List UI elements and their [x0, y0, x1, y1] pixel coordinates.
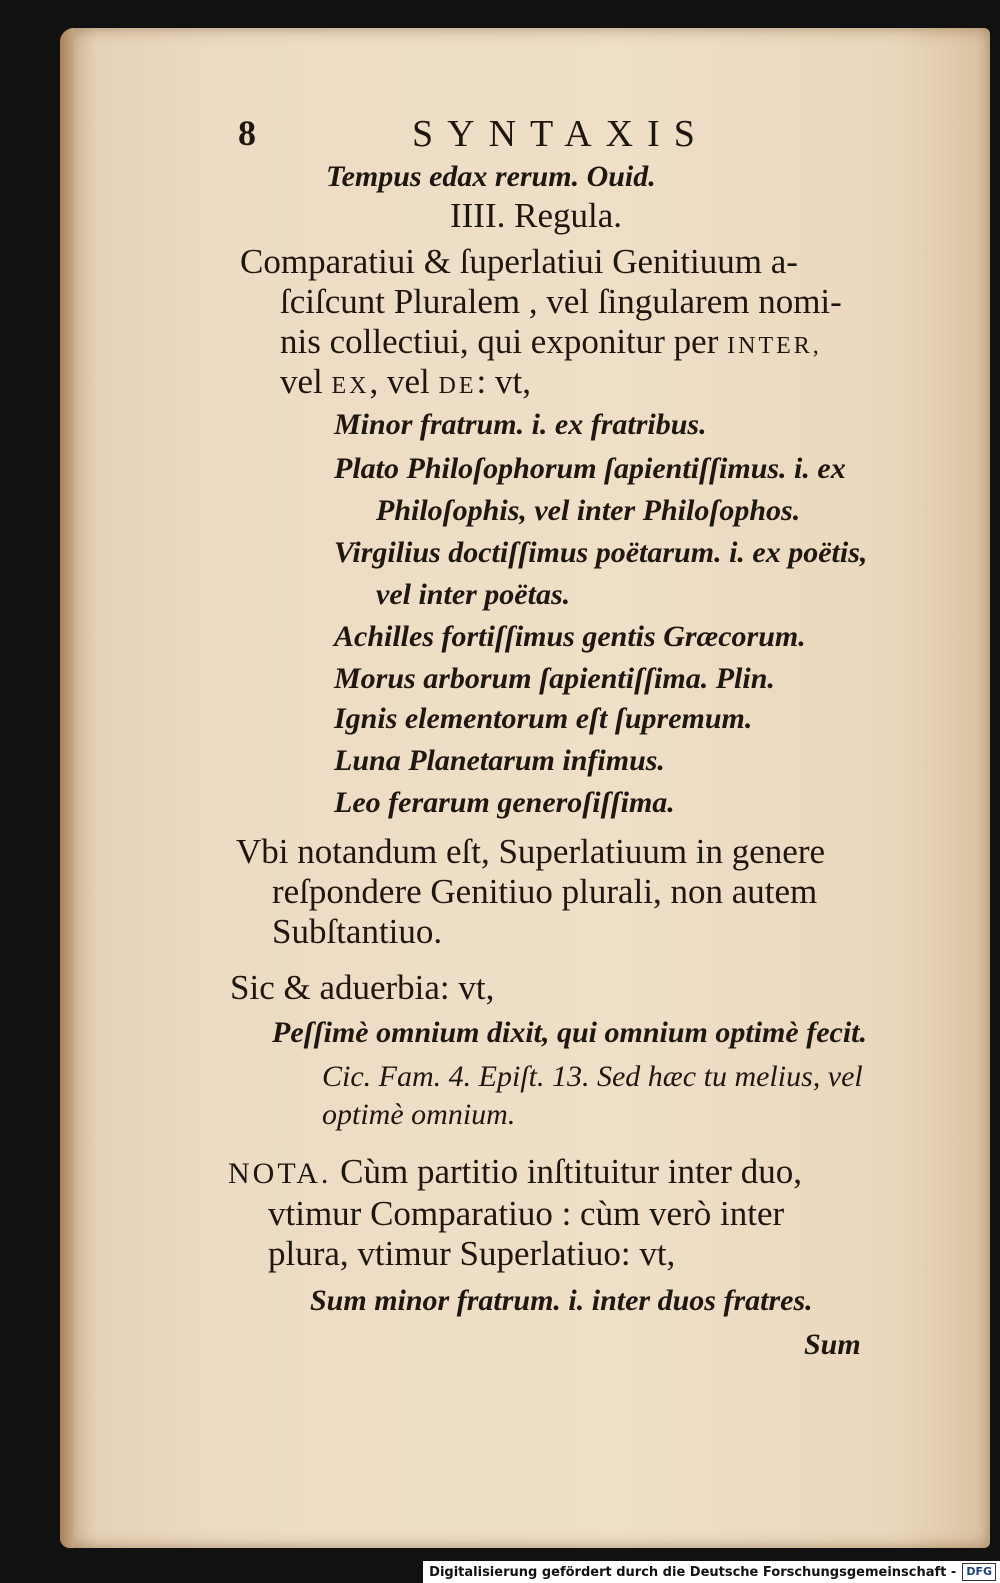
example-line: Luna Planetarum infimus.: [334, 744, 665, 777]
small-caps-word: DE: [438, 373, 477, 399]
nota-line: vtimur Comparatiuo : cùm verò inter: [268, 1194, 785, 1233]
citation-line: optimè omnium.: [322, 1098, 516, 1131]
rule-text-line: ſciſcunt Pluralem , vel ſingularem nomi-: [280, 282, 842, 321]
example-line: Plato Philoſophorum ſapientiſſimus. i. ex: [334, 452, 846, 485]
quote-line: Tempus edax rerum. Ouid.: [326, 160, 656, 193]
example-line: Peſſimè omnium dixit, qui omnium optimè fecit.: [272, 1016, 867, 1049]
nota-line: plura, vtimur Superlatiuo: vt,: [268, 1234, 676, 1273]
rule-heading: IIII. Regula.: [450, 196, 623, 235]
example-line: Morus arborum ſapientiſſima. Plin.: [334, 662, 775, 695]
example-line: Sum minor fratrum. i. inter duos fratres.: [310, 1284, 813, 1317]
small-caps-word: EX: [331, 373, 370, 399]
example-line: Minor fratrum. i. ex fratribus.: [334, 408, 707, 441]
example-line: Leo ferarum generoſiſſima.: [334, 786, 675, 819]
rule-text-line: nis collectiui, qui exponitur per INTER,: [280, 322, 822, 361]
nota-label: NOTA.: [228, 1157, 332, 1190]
adverb-line: Sic & aduerbia: vt,: [230, 968, 495, 1007]
example-line: vel inter poëtas.: [376, 578, 571, 611]
nota-line: NOTA. Cùm partitio inſtituitur inter duo,: [228, 1152, 802, 1191]
example-line: Ignis elementorum eſt ſupremum.: [334, 702, 753, 735]
note-text-line: reſpondere Genitiuo plurali, non autem: [272, 872, 818, 911]
dfg-logo-icon: DFG: [962, 1563, 996, 1581]
example-line: Virgilius doctiſſimus poëtarum. i. ex poëtis,: [334, 536, 868, 569]
note-text-line: Vbi notandum eſt, Superlatiuum in genere: [236, 832, 826, 871]
page-number: 8: [238, 113, 256, 153]
digitization-credit: [423, 1561, 1000, 1583]
rule-text-line: Comparatiui & ſuperlatiui Genitiuum a-: [240, 242, 798, 281]
citation-line: Cic. Fam. 4. Epiſt. 13. Sed hæc tu melius, vel: [322, 1060, 863, 1093]
credit-text: Digitalisierung gefördert durch die Deutsche Forschungsgemeinschaft -: [429, 1564, 957, 1580]
catchword: Sum: [804, 1328, 861, 1361]
running-title: SYNTAXIS: [412, 113, 709, 155]
small-caps-word: INTER,: [727, 333, 822, 359]
example-line: Philoſophis, vel inter Philoſophos.: [376, 494, 801, 527]
page-gutter-edge: [60, 28, 74, 1548]
example-line: Achilles fortiſſimus gentis Græcorum.: [334, 620, 806, 653]
rule-text-line: vel EX, vel DE: vt,: [280, 362, 531, 401]
note-text-line: Subſtantiuo.: [272, 912, 443, 951]
